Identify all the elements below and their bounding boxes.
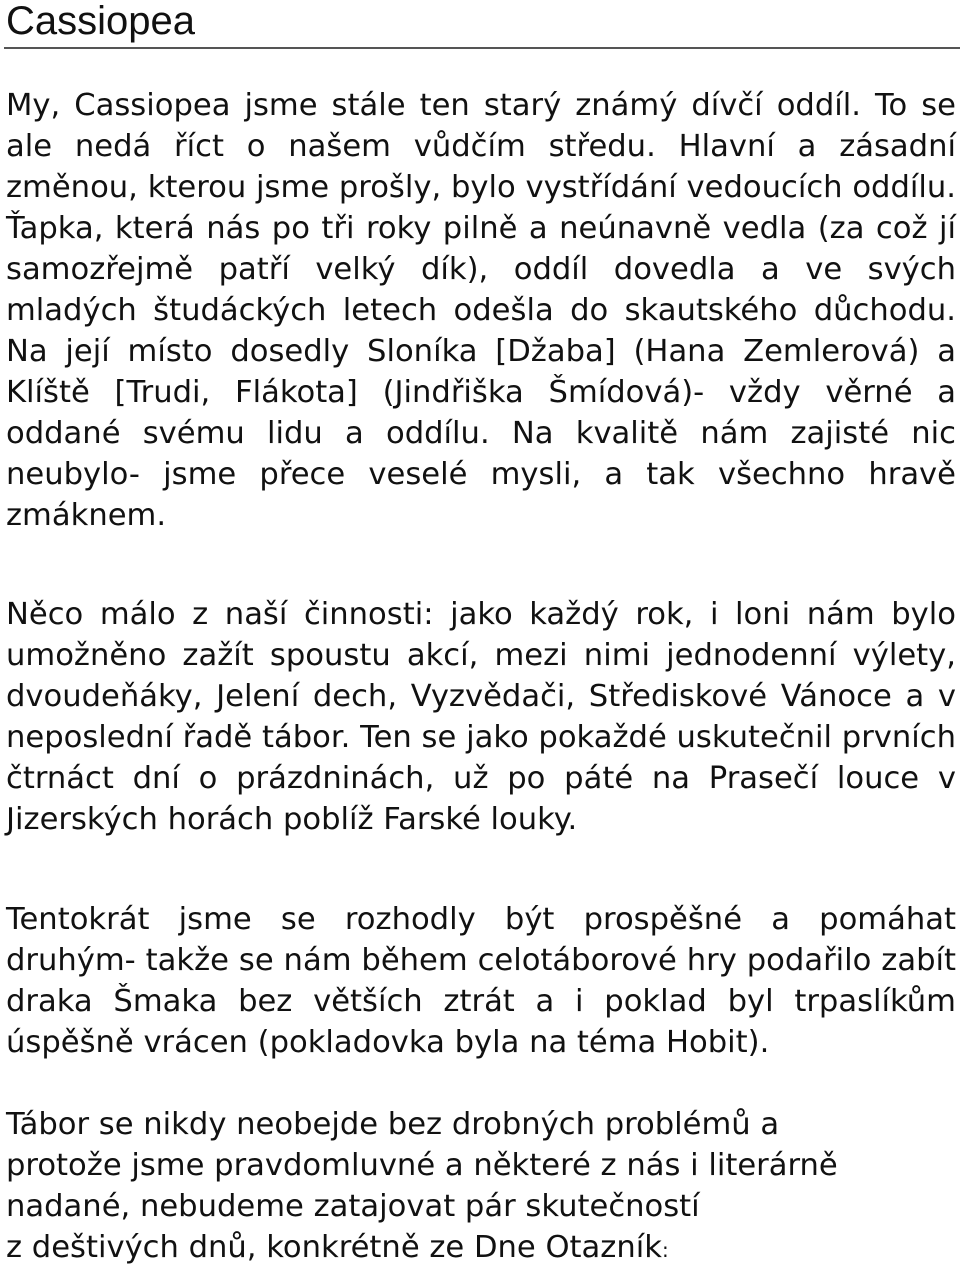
paragraph-line — [6, 1227, 956, 1271]
document-page — [6, 0, 956, 41]
paragraph-camp-game: Tentokrát jsme se rozhodly být prospěšné a pomáhat druhým- takže se nám během celotáborové hry podařilo zabít draka Šmaka bez větších ztrát a i poklad byl trpaslíkům úspěšně vrácen (pokladovka byla na téma Hobit). — [6, 902, 956, 1060]
paragraph-line: protože jsme pravdomluvné a některé z nás i literárně — [6, 1148, 838, 1183]
title-underline — [4, 47, 960, 49]
paragraph-problems — [6, 1104, 956, 1271]
page-title: Cassiopea — [6, 0, 196, 43]
trailing-colon: : — [661, 1238, 669, 1262]
paragraph-activities: Něco málo z naší činnosti: jako každý rok, i loni nám bylo umožněno zažít spoustu akcí, mezi nimi jednodenní výlety, dvoudeňáky, Jelení dech, Vyzvědači, Střediskové Vánoce a v neposlední řadě tábor. Ten se jako pokaždé uskutečnil prvních čtrnáct dní o prázdninách, už po páté na Prasečí louce v Jizerských horách poblíž Farské louky. — [6, 597, 956, 837]
paragraph-intro: My, Cassiopea jsme stále ten starý známý dívčí oddíl. To se ale nedá říct o našem vůdčím středu. Hlavní a zásadní změnou, kterou jsme prošly, bylo vystřídání vedoucích oddílu. Ťapka, která nás po tři roky pilně a neúnavně vedla (za což jí samozřejmě patří velký dík), oddíl dovedla a ve svých mladých študáckých letech odešla do skautského důchodu. Na její místo dosedly Sloníka [Džaba] (Hana Zemlerová) a Klíště [Trudi, Flákota] (Jindřiška Šmídová)- vždy věrné a oddané svému lidu a oddílu. Na kvalitě nám zajisté nic neubylo- jsme přece veselé mysli, a tak všechno hravě zmáknem. — [6, 88, 956, 533]
paragraph-line: Tábor se nikdy neobejde bez drobných problémů a — [6, 1107, 780, 1142]
paragraph-line-text: z deštivých dnů, konkrétně ze Dne Otazník — [6, 1230, 662, 1265]
paragraph-line: nadané, nebudeme zatajovat pár skutečností — [6, 1189, 700, 1224]
